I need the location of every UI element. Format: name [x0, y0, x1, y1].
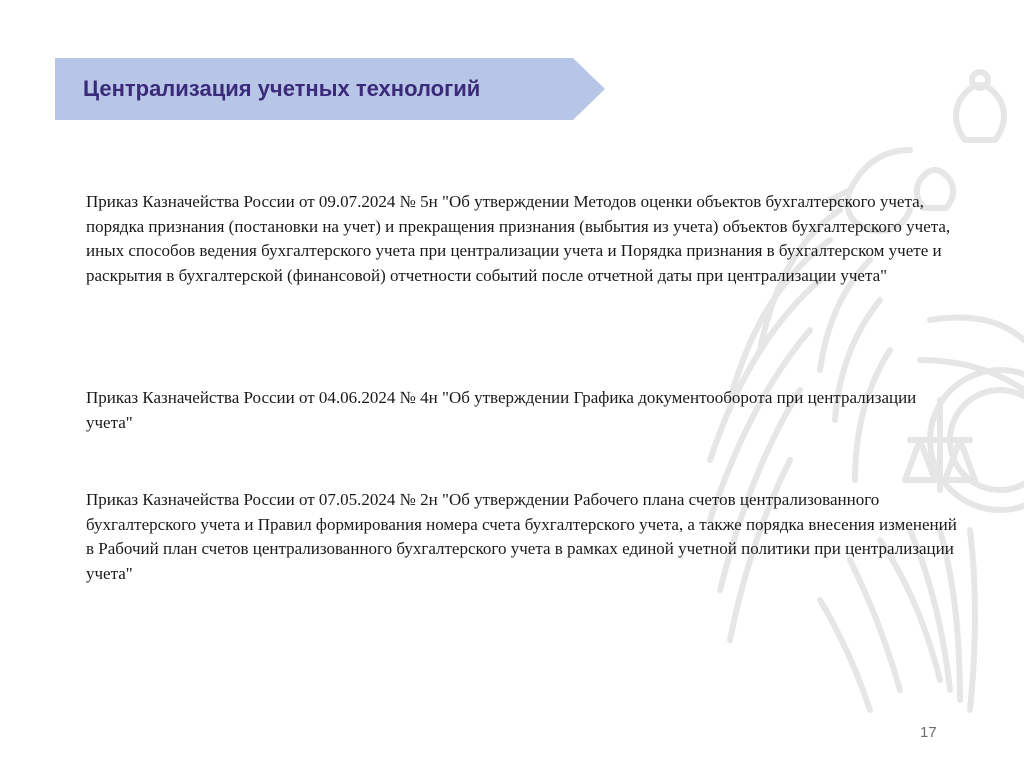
- order-paragraph-1: Приказ Казначейства России от 09.07.2024 № 5н "Об утверждении Методов оценки объектов бухгалтерского учета, порядка признания (постановки на учет) и прекращения признания (выбытия из учета) объектов бухгалтерского учета, иных способов ведения бухгалтерского учета при централизации учета и Порядка признания в бухгалтерском учете и раскрытия в бухгалтерской (финансовой) отчетности событий после отчетной даты при централизации учета": [86, 192, 951, 285]
- order-paragraph-3: Приказ Казначейства России от 07.05.2024 № 2н "Об утверждении Рабочего плана счетов централизованного бухгалтерского учета и Правил формирования номера счета бухгалтерского учета, а также порядка внесения изменений в Рабочий план счетов централизованного бухгалтерского учета в рамках единой учетной политики при централизации учета": [86, 490, 957, 583]
- title-banner: [55, 58, 605, 120]
- slide-title: Централизация учетных технологий: [83, 76, 481, 101]
- page-number: 17: [920, 724, 937, 741]
- order-paragraph-2: Приказ Казначейства России от 04.06.2024 № 4н "Об утверждении Графика документооборота при централизации учета": [86, 388, 917, 432]
